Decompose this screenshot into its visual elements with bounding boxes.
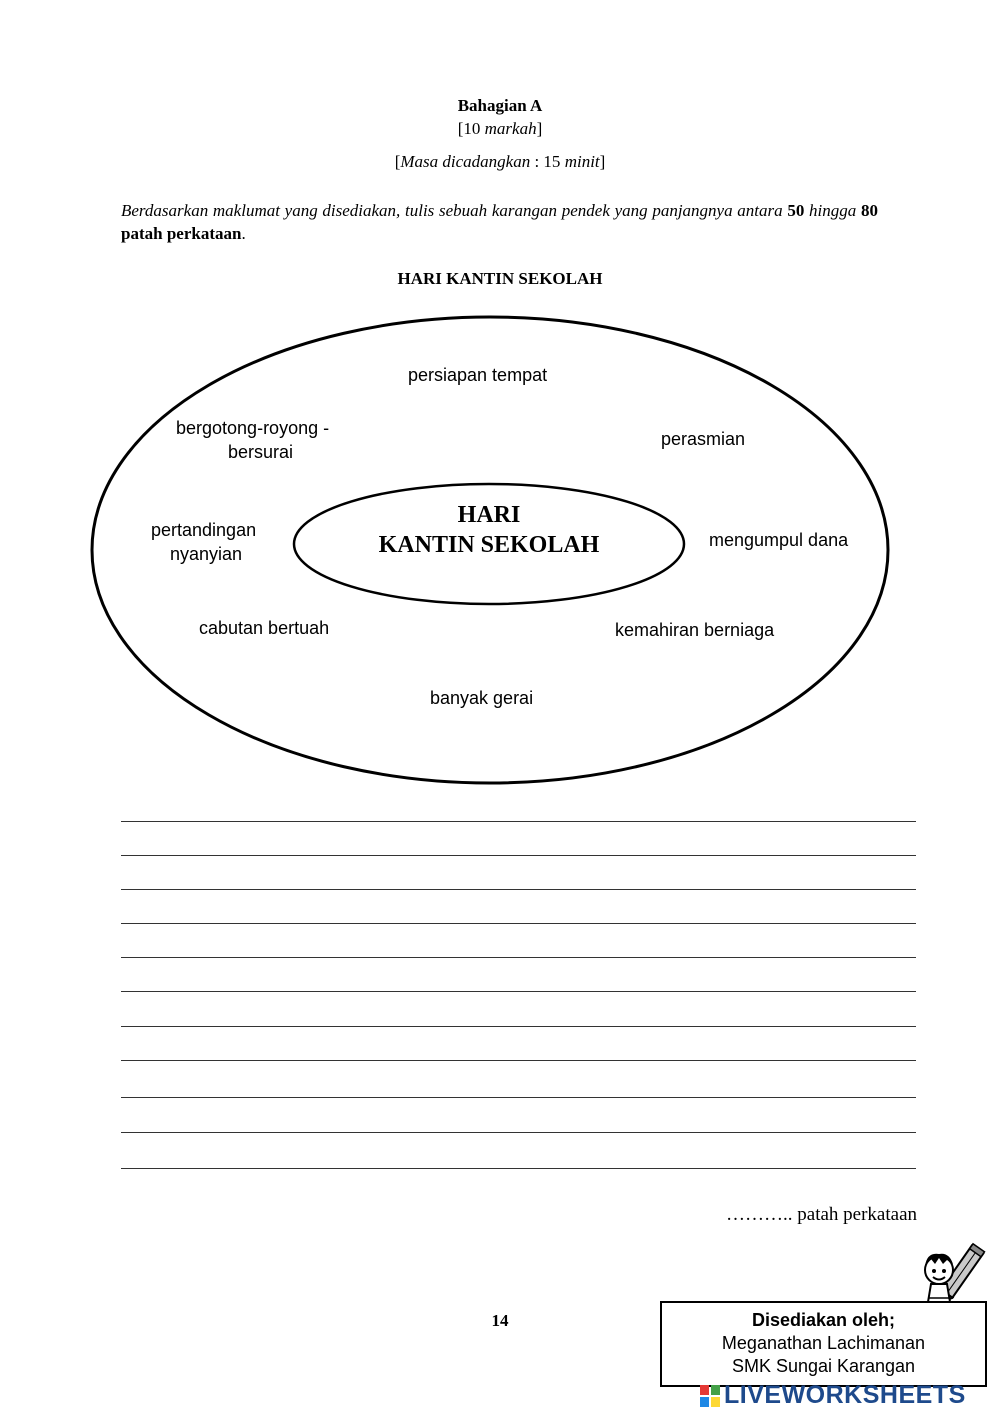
- page-number: 14: [491, 1311, 509, 1330]
- time-sep: : 15: [530, 152, 565, 171]
- topic-title: HARI KANTIN SEKOLAH: [397, 269, 603, 288]
- instruction-max-words: 80: [860, 201, 878, 220]
- node-cabutan-bertuah: cabutan bertuah: [199, 618, 330, 638]
- writing-line[interactable]: [121, 1132, 916, 1133]
- instruction-part1: Berdasarkan maklumat yang disediakan, tulis sebuah karangan pendek yang panjangnya antara: [121, 201, 788, 220]
- node-bergotong-royong: bergotong-royong -: [176, 418, 330, 438]
- node-bersurai: bersurai: [228, 442, 294, 462]
- writing-line[interactable]: [121, 991, 916, 992]
- node-nyanyian: nyanyian: [170, 544, 243, 564]
- marks-open: [10: [457, 119, 485, 138]
- node-persiapan-tempat: persiapan tempat: [408, 365, 548, 385]
- time-open: [: [394, 152, 401, 171]
- prepared-by-heading: Disediakan oleh;: [751, 1310, 896, 1330]
- section-title: Bahagian A: [457, 96, 543, 115]
- writing-line[interactable]: [121, 1026, 916, 1027]
- marks-close: ]: [536, 119, 543, 138]
- center-topic-line1: HARI: [457, 502, 521, 528]
- center-topic: [309, 500, 669, 560]
- school-name: SMK Sungai Karangan: [731, 1356, 916, 1376]
- instruction-end: .: [241, 224, 246, 243]
- node-perasmian: perasmian: [661, 429, 746, 449]
- marks-label: [0, 119, 1000, 139]
- mind-map: [80, 300, 900, 800]
- node-banyak-gerai: banyak gerai: [430, 688, 534, 708]
- word-count-label: ……….. patah perkataan: [726, 1204, 917, 1225]
- writing-line[interactable]: [121, 889, 916, 890]
- node-kemahiran-berniaga: kemahiran berniaga: [615, 620, 775, 640]
- instruction-min-words: 50: [787, 201, 805, 220]
- time-label: Masa dicadangkan: [400, 152, 531, 171]
- node-pertandingan: pertandingan: [151, 520, 257, 540]
- instruction-text: [121, 199, 878, 245]
- liveworksheets-watermark[interactable]: [700, 1381, 995, 1411]
- writing-line[interactable]: [121, 1168, 916, 1169]
- writing-line[interactable]: [121, 957, 916, 958]
- instruction-bold-tail: patah perkataan: [121, 224, 242, 243]
- writing-line[interactable]: [121, 855, 916, 856]
- marks-word: markah: [484, 119, 537, 138]
- liveworksheets-brand-text: LIVEWORKSHEETS: [724, 1381, 966, 1409]
- time-close: ]: [599, 152, 606, 171]
- writing-line[interactable]: [121, 1060, 916, 1061]
- writing-line[interactable]: [121, 1097, 916, 1098]
- suggested-time: [0, 152, 1000, 172]
- center-topic-line2: KANTIN SEKOLAH: [378, 532, 600, 558]
- instruction-part2: hingga: [804, 201, 861, 220]
- writing-line[interactable]: [121, 923, 916, 924]
- author-name: Meganathan Lachimanan: [721, 1333, 926, 1353]
- writing-line[interactable]: [121, 821, 916, 822]
- time-unit: minit: [564, 152, 600, 171]
- liveworksheets-logo-icon: [700, 1385, 720, 1407]
- node-mengumpul-dana: mengumpul dana: [709, 530, 849, 550]
- prepared-by-box: [660, 1301, 987, 1387]
